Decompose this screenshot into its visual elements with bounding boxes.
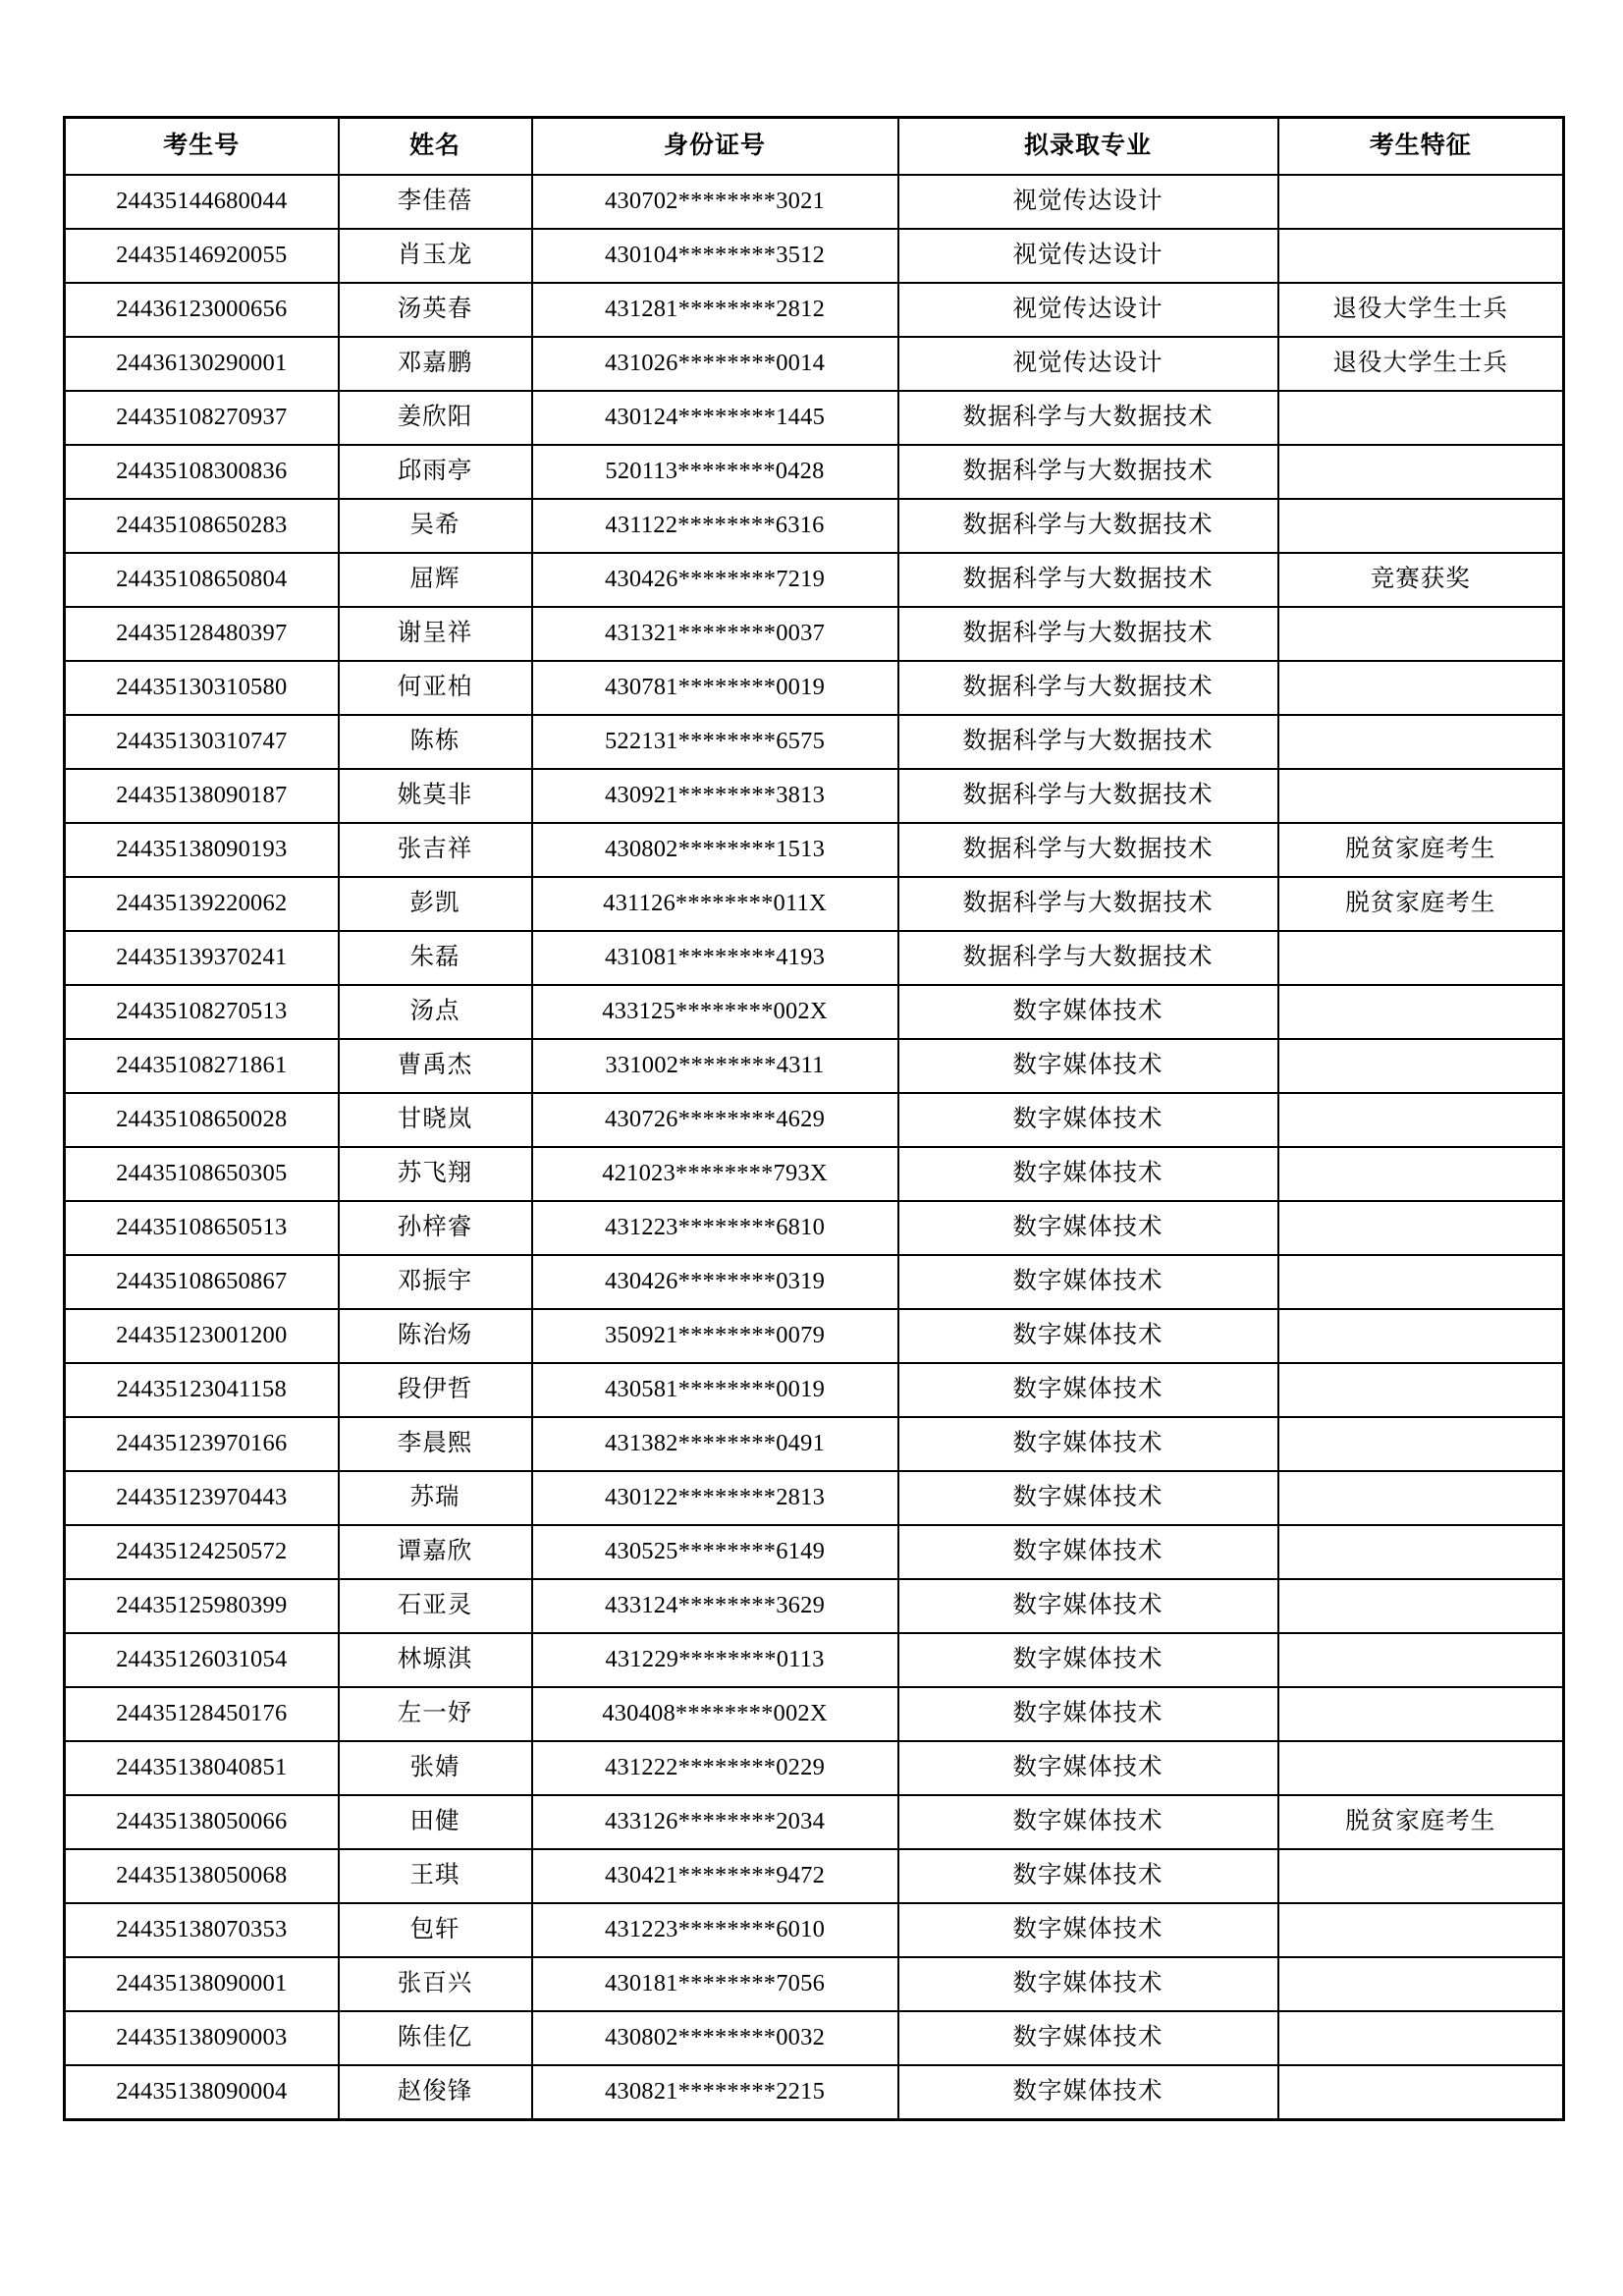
cell-trait [1278,769,1564,823]
cell-name: 邓嘉鹏 [339,337,532,391]
cell-major: 数字媒体技术 [898,1471,1278,1525]
cell-trait [1278,1687,1564,1741]
cell-major: 数据科学与大数据技术 [898,715,1278,769]
cell-exam-no: 24435108650305 [65,1147,339,1201]
table-header-row [65,118,1564,176]
cell-id-no: 430726********4629 [532,1093,898,1147]
cell-exam-no: 24435124250572 [65,1525,339,1579]
cell-name: 包轩 [339,1903,532,1957]
cell-id-no: 431281********2812 [532,283,898,337]
cell-name: 张百兴 [339,1957,532,2011]
table-row [65,1363,1564,1417]
cell-trait [1278,1633,1564,1687]
cell-major: 数据科学与大数据技术 [898,931,1278,985]
cell-name: 陈栋 [339,715,532,769]
cell-name: 苏飞翔 [339,1147,532,1201]
cell-major: 数字媒体技术 [898,1201,1278,1255]
cell-id-no: 430421********9472 [532,1849,898,1903]
cell-exam-no: 24435128480397 [65,607,339,661]
table-row [65,1903,1564,1957]
column-header-id-no: 身份证号 [532,118,898,176]
column-header-trait: 考生特征 [1278,118,1564,176]
table-row [65,607,1564,661]
cell-trait [1278,931,1564,985]
table-row [65,1633,1564,1687]
cell-exam-no: 24435108650867 [65,1255,339,1309]
cell-id-no: 430921********3813 [532,769,898,823]
cell-trait [1278,1147,1564,1201]
cell-trait: 脱贫家庭考生 [1278,1795,1564,1849]
cell-exam-no: 24435139220062 [65,877,339,931]
table-row [65,1687,1564,1741]
cell-exam-no: 24435138090004 [65,2065,339,2120]
cell-trait [1278,1201,1564,1255]
cell-id-no: 431223********6010 [532,1903,898,1957]
cell-trait [1278,1525,1564,1579]
cell-id-no: 431081********4193 [532,931,898,985]
cell-name: 肖玉龙 [339,229,532,283]
table-row [65,2011,1564,2065]
table-row [65,1795,1564,1849]
table-row [65,2065,1564,2120]
cell-trait [1278,2011,1564,2065]
cell-major: 数据科学与大数据技术 [898,553,1278,607]
cell-name: 苏瑞 [339,1471,532,1525]
cell-id-no: 331002********4311 [532,1039,898,1093]
cell-major: 数据科学与大数据技术 [898,445,1278,499]
cell-trait: 退役大学生士兵 [1278,283,1564,337]
cell-major: 数据科学与大数据技术 [898,769,1278,823]
cell-exam-no: 24435130310747 [65,715,339,769]
table-row [65,1039,1564,1093]
cell-major: 数据科学与大数据技术 [898,499,1278,553]
cell-major: 视觉传达设计 [898,337,1278,391]
table-row [65,1147,1564,1201]
cell-name: 陈治炀 [339,1309,532,1363]
table-row [65,823,1564,877]
cell-trait [1278,715,1564,769]
cell-trait [1278,1039,1564,1093]
cell-id-no: 430124********1445 [532,391,898,445]
cell-trait [1278,1255,1564,1309]
table-row [65,337,1564,391]
cell-id-no: 433124********3629 [532,1579,898,1633]
cell-major: 数字媒体技术 [898,1147,1278,1201]
cell-exam-no: 24435138050066 [65,1795,339,1849]
cell-exam-no: 24435138090193 [65,823,339,877]
cell-id-no: 430426********7219 [532,553,898,607]
cell-trait [1278,2065,1564,2120]
cell-id-no: 350921********0079 [532,1309,898,1363]
table-row [65,1957,1564,2011]
cell-name: 张婧 [339,1741,532,1795]
cell-trait [1278,985,1564,1039]
table-row [65,1093,1564,1147]
cell-name: 王琪 [339,1849,532,1903]
cell-exam-no: 24435123970166 [65,1417,339,1471]
cell-major: 数字媒体技术 [898,1525,1278,1579]
table-row [65,1525,1564,1579]
cell-exam-no: 24435123970443 [65,1471,339,1525]
cell-id-no: 431321********0037 [532,607,898,661]
cell-name: 吴希 [339,499,532,553]
cell-name: 汤英春 [339,283,532,337]
cell-exam-no: 24435144680044 [65,175,339,229]
cell-major: 数字媒体技术 [898,1633,1278,1687]
cell-exam-no: 24435146920055 [65,229,339,283]
cell-trait [1278,661,1564,715]
cell-major: 数字媒体技术 [898,1741,1278,1795]
table-row [65,391,1564,445]
cell-exam-no: 24435108650804 [65,553,339,607]
cell-trait [1278,1957,1564,2011]
cell-trait [1278,1093,1564,1147]
table-row [65,553,1564,607]
admission-roster-container [63,116,1562,2121]
cell-id-no: 430581********0019 [532,1363,898,1417]
cell-exam-no: 24435138070353 [65,1903,339,1957]
cell-id-no: 430408********002X [532,1687,898,1741]
table-row [65,1255,1564,1309]
cell-trait [1278,445,1564,499]
cell-trait: 脱贫家庭考生 [1278,877,1564,931]
cell-id-no: 430802********1513 [532,823,898,877]
cell-exam-no: 24435108650028 [65,1093,339,1147]
cell-id-no: 431222********0229 [532,1741,898,1795]
cell-name: 陈佳亿 [339,2011,532,2065]
cell-name: 石亚灵 [339,1579,532,1633]
cell-id-no: 430702********3021 [532,175,898,229]
table-row [65,1579,1564,1633]
table-row [65,985,1564,1039]
cell-id-no: 430122********2813 [532,1471,898,1525]
cell-major: 数据科学与大数据技术 [898,823,1278,877]
cell-name: 赵俊锋 [339,2065,532,2120]
column-header-major: 拟录取专业 [898,118,1278,176]
cell-name: 李佳蓓 [339,175,532,229]
cell-id-no: 431126********011X [532,877,898,931]
cell-major: 数字媒体技术 [898,1255,1278,1309]
cell-trait [1278,607,1564,661]
cell-name: 左一妤 [339,1687,532,1741]
cell-major: 数据科学与大数据技术 [898,877,1278,931]
cell-id-no: 430181********7056 [532,1957,898,2011]
cell-name: 邱雨亭 [339,445,532,499]
cell-major: 数字媒体技术 [898,1309,1278,1363]
cell-id-no: 522131********6575 [532,715,898,769]
cell-id-no: 433126********2034 [532,1795,898,1849]
cell-major: 数字媒体技术 [898,1417,1278,1471]
cell-exam-no: 24435123041158 [65,1363,339,1417]
table-row [65,1741,1564,1795]
cell-id-no: 431382********0491 [532,1417,898,1471]
cell-trait [1278,499,1564,553]
cell-exam-no: 24435123001200 [65,1309,339,1363]
cell-id-no: 430525********6149 [532,1525,898,1579]
table-row [65,715,1564,769]
cell-exam-no: 24435108271861 [65,1039,339,1093]
cell-trait [1278,391,1564,445]
cell-exam-no: 24435138050068 [65,1849,339,1903]
cell-name: 李晨熙 [339,1417,532,1471]
cell-trait [1278,1903,1564,1957]
cell-major: 数字媒体技术 [898,985,1278,1039]
cell-name: 田健 [339,1795,532,1849]
cell-id-no: 431229********0113 [532,1633,898,1687]
cell-trait [1278,1849,1564,1903]
cell-name: 朱磊 [339,931,532,985]
cell-id-no: 431223********6810 [532,1201,898,1255]
table-row [65,931,1564,985]
cell-name: 林塬淇 [339,1633,532,1687]
cell-id-no: 431122********6316 [532,499,898,553]
admission-roster-table [63,116,1565,2121]
cell-trait [1278,229,1564,283]
cell-exam-no: 24435108650513 [65,1201,339,1255]
cell-name: 张吉祥 [339,823,532,877]
table-row [65,1201,1564,1255]
cell-name: 孙梓睿 [339,1201,532,1255]
cell-major: 数字媒体技术 [898,1579,1278,1633]
table-row [65,769,1564,823]
column-header-name: 姓名 [339,118,532,176]
cell-id-no: 421023********793X [532,1147,898,1201]
cell-trait: 脱贫家庭考生 [1278,823,1564,877]
table-row [65,445,1564,499]
cell-id-no: 430781********0019 [532,661,898,715]
cell-major: 数据科学与大数据技术 [898,661,1278,715]
cell-major: 视觉传达设计 [898,175,1278,229]
cell-exam-no: 24435138090001 [65,1957,339,2011]
cell-name: 何亚柏 [339,661,532,715]
table-row [65,283,1564,337]
cell-trait [1278,1363,1564,1417]
cell-trait [1278,1741,1564,1795]
table-row [65,229,1564,283]
cell-exam-no: 24435138090187 [65,769,339,823]
cell-name: 屈辉 [339,553,532,607]
cell-name: 邓振宇 [339,1255,532,1309]
cell-major: 数字媒体技术 [898,1363,1278,1417]
cell-major: 数字媒体技术 [898,1687,1278,1741]
cell-trait: 竞赛获奖 [1278,553,1564,607]
cell-exam-no: 24435108650283 [65,499,339,553]
cell-major: 数字媒体技术 [898,1849,1278,1903]
cell-trait [1278,175,1564,229]
cell-exam-no: 24435138090003 [65,2011,339,2065]
cell-trait: 退役大学生士兵 [1278,337,1564,391]
cell-name: 彭凯 [339,877,532,931]
table-row [65,499,1564,553]
cell-major: 数字媒体技术 [898,2011,1278,2065]
table-row [65,1849,1564,1903]
cell-id-no: 430426********0319 [532,1255,898,1309]
cell-major: 数字媒体技术 [898,1957,1278,2011]
cell-major: 视觉传达设计 [898,283,1278,337]
column-header-exam-no: 考生号 [65,118,339,176]
cell-id-no: 430821********2215 [532,2065,898,2120]
cell-id-no: 433125********002X [532,985,898,1039]
cell-name: 汤点 [339,985,532,1039]
cell-exam-no: 24435108270513 [65,985,339,1039]
table-row [65,175,1564,229]
cell-major: 数字媒体技术 [898,1795,1278,1849]
cell-major: 数字媒体技术 [898,1039,1278,1093]
cell-trait [1278,1309,1564,1363]
cell-name: 谭嘉欣 [339,1525,532,1579]
cell-exam-no: 24436123000656 [65,283,339,337]
cell-id-no: 431026********0014 [532,337,898,391]
table-row [65,877,1564,931]
table-row [65,1309,1564,1363]
cell-major: 数据科学与大数据技术 [898,607,1278,661]
cell-trait [1278,1417,1564,1471]
cell-name: 姚莫非 [339,769,532,823]
cell-name: 曹禹杰 [339,1039,532,1093]
table-row [65,1471,1564,1525]
cell-exam-no: 24435130310580 [65,661,339,715]
cell-exam-no: 24435128450176 [65,1687,339,1741]
cell-exam-no: 24435139370241 [65,931,339,985]
table-row [65,661,1564,715]
cell-exam-no: 24435138040851 [65,1741,339,1795]
cell-name: 谢呈祥 [339,607,532,661]
cell-major: 数据科学与大数据技术 [898,391,1278,445]
cell-major: 数字媒体技术 [898,2065,1278,2120]
table-header [65,118,1564,176]
cell-id-no: 520113********0428 [532,445,898,499]
cell-trait [1278,1471,1564,1525]
cell-major: 视觉传达设计 [898,229,1278,283]
cell-name: 甘晓岚 [339,1093,532,1147]
cell-id-no: 430802********0032 [532,2011,898,2065]
table-row [65,1417,1564,1471]
cell-exam-no: 24435108300836 [65,445,339,499]
cell-trait [1278,1579,1564,1633]
cell-exam-no: 24435126031054 [65,1633,339,1687]
cell-major: 数字媒体技术 [898,1903,1278,1957]
cell-id-no: 430104********3512 [532,229,898,283]
cell-major: 数字媒体技术 [898,1093,1278,1147]
cell-exam-no: 24436130290001 [65,337,339,391]
cell-name: 段伊哲 [339,1363,532,1417]
cell-exam-no: 24435125980399 [65,1579,339,1633]
cell-exam-no: 24435108270937 [65,391,339,445]
table-body [65,175,1564,2120]
cell-name: 姜欣阳 [339,391,532,445]
